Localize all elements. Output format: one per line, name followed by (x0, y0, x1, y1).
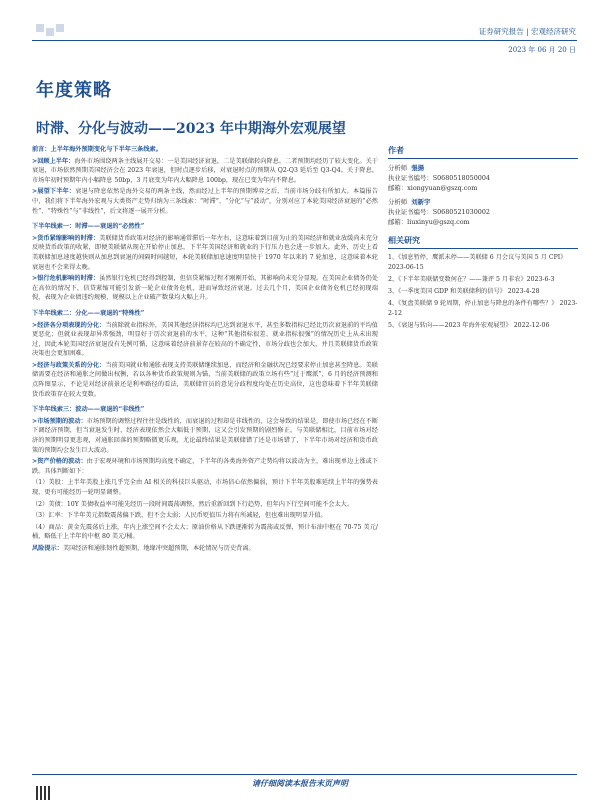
paragraph: >资产价格的波动：由于宏观环境和市场预期均高度不确定，下半年的各类海外资产走势均将以波动为主，难出现单边上涨或下跌。具体判断如下： (32, 458, 379, 475)
paragraph: >回顾上半年：海外市场围绕两条主线展开交易：一是美国经济衰退，二是美联储转向降息。二者预期均经历了较大变化。关于衰退，市场依然预期美国经济会在 2023 年衰退，但时点逐步后移，对衰退时点的预期从 Q2-Q3 延后至 Q3-Q4。关于降息，市场年初时预期年内小幅降息 50bp，3 月底变为年内大幅降息 100bp，现在已变为年内不降息。 (32, 157, 378, 184)
risk-note: 风险提示：美国经济和通胀韧性超预期，地缘冲突超预期，本轮情况与历史背离。 (32, 544, 255, 552)
main-column (32, 145, 378, 556)
paragraph: >经济各分项表现的分化：当前除就业指标外，美国其他经济指标均已达到衰退水平，甚至多数指标已经比历次衰退前的平均值更恶化；但就业表现却异常强劲，明显好于历次衰退前的水平，这种“其他指标很差、就业指标很强”的情况历史上从未出现过，因此本轮美国经济衰退没有先例可循，这意味着经济前景存在较高的不确定性，市场分歧也会加大，并且美联储货币政策决策也会更加困难。 (32, 321, 378, 358)
paragraph: >经济与政策关系的分化：当前美国就业和通胀表现支持美联储继续加息，而经济和金融状况已经要求停止加息甚至降息。美联储需要在经济和通胀之间做出权衡，若以各种货币政策规则为锚，当前美联储的政策立场有些“过于鹰派”，6 月的经济预测和点阵图显示，不论是对经济前景还是利率路径的看法，美联储官员的意见分歧程度均处在历史高位，这也意味着下半年美联储货币政策存在较大变数。 (32, 361, 378, 398)
footer-note: 请仔细阅读本报告末页声明 (252, 778, 348, 788)
related-item[interactable]: 5、《衰退与转向——2023 年海外宏观展望》 2022-12-06 (388, 322, 550, 329)
document-type: 年度策略 (36, 80, 112, 101)
paragraph: >货币紧缩影响的时滞：美联储货币政策对经济的影响通常滞后一年左右，这意味着到目前为止的美国经济和就业放缓尚未充分反映货币政策的收紧，即便美联储从现在开始停止加息，下半年美国经济和就业的下行压力也会进一步加大。此外，历史上看美联储加息速度越快则从加息到衰退的间隔时间越短，本轮美联储加息速度明显快于 1970 年以来的 7 轮加息，这意味着本轮衰退也不会来得太晚。 (32, 234, 379, 271)
list-item: （2）美债：10Y 美债收益率可能先经历一段时间震荡调整，然后重新回到下行趋势，但年内下行空间可能不会太大。 (32, 500, 354, 508)
related-item[interactable]: 4、《复盘美联储 9 轮周期，停止加息与降息的条件有哪些？》 2023-2-12 (388, 300, 578, 317)
analyst-card (388, 197, 578, 227)
analyst-email[interactable]: 邮箱：xiongyuan@gszq.com (388, 184, 478, 192)
sidebar (388, 145, 578, 331)
analyst-cert: 执业证书编号：S0680521030002 (388, 208, 490, 216)
footer-divider (32, 774, 577, 775)
list-item: （3）汇率：下半年美元指数震荡偏下跌，但不会太弱；人民币贬值压力将有所减轻，但也难出现明显升值。 (32, 512, 327, 520)
header-divider (32, 40, 577, 41)
analyst-cert: 执业证书编号：S0680518050004 (388, 174, 490, 182)
analyst-label: 分析师 (388, 198, 408, 206)
authors-heading: 作者 (388, 145, 578, 159)
paragraph: >展望下半年：衰退与降息依然是海外交易的两条主线，然而经过上半年的预期博弈之后，当前市场分歧有所加大。本篇报告中，我们将下半年海外宏观与大类资产走势归纳为三条线索：“时滞”、“分化”与“波动”，分别对应了本轮美国经济衰退的“必然性”、“特殊性”与“非线性”，后文将逐一展开分析。 (32, 188, 379, 215)
report-date: 2023 年 06 月 20 日 (508, 46, 576, 54)
related-item[interactable]: 2、《下半年美联储变数何在？——兼评 5 月非农》2023-6-3 (388, 276, 555, 283)
section-heading: 下半年线索二：分化——衰退的“特殊性” (32, 309, 145, 317)
related-item[interactable]: 1、《加息暂停，鹰派未停——美联储 6 月会议与美国 5 月 CPI》 2023-06-15 (388, 254, 567, 271)
paragraph: >市场预期的波动：市场预期的调整过程往往是线性的，而衰退的过程却是非线性的，这会导致的结果是，即使市场已经在不断下调经济预期，但当衰退发生时，经济表现依然会大幅低于预期，这又会引发预期的剧烈修正。与美联储相比，目前市场对经济的预期明显更悲观，对通胀回落的预期略微更乐观，尤论最终结果是美联储错了还是市场错了，下半年市场对经济和货币政策的预期均会发生巨大波动。 (32, 417, 379, 454)
section-heading: 下半年线索一：时滞——衰退的“必然性” (32, 223, 145, 231)
analyst-email[interactable]: 邮箱：liuxinyu@gszq.com (388, 218, 470, 226)
page-title: 时滞、分化与波动——2023 年中期海外宏观展望 (36, 121, 346, 137)
analyst-name: 張揚 (411, 164, 425, 172)
analyst-name: 刘新宇 (411, 198, 431, 206)
list-item: （1）美股：上半年美股上涨几乎完全由 AI 相关的科技巨头驱动，市场信心依然偏弱，预计下半年美股难延续上半年的强势表现，更有可能经历一轮明显调整。 (32, 479, 378, 496)
brand-logo (36, 22, 106, 40)
intro-heading: 前言：上半年海外预期变化与下半年三条线索。 (32, 146, 162, 153)
report-label: 证券研究报告 | 宏观经济研究 (478, 27, 576, 36)
related-heading: 相关研究 (388, 235, 578, 249)
analyst-card (388, 163, 578, 193)
section-heading: 下半年线索三：波动——衰退的“非线性” (32, 406, 145, 414)
paragraph: >银行危机影响的时滞：虽然银行危机已经得到控制，但信贷紧缩过程才刚刚开始，其影响尚未充分显现。在美国企业债务仍处在高位的情况下，信贷紧缩可能引发新一轮企业债务危机，进而导致经济衰退。过去几个月，美国企业债务危机已经初现端倪，表现为企业债违约规模、规模以上企业破产数量均大幅上升。 (32, 275, 379, 302)
list-item: （4）商品：黄金先震荡后上涨，年内上涨空间不会太大；原油价格从下跌逐渐转为震荡或反弹，预计布油中枢在 70-75 美元/桶，略低于上半年的中枢 80 美元/桶。 (32, 523, 378, 541)
analyst-label: 分析师 (388, 164, 408, 172)
related-item[interactable]: 3、《一季度美国 GDP 和美联储利的信号》 2023-4-28 (388, 288, 540, 295)
